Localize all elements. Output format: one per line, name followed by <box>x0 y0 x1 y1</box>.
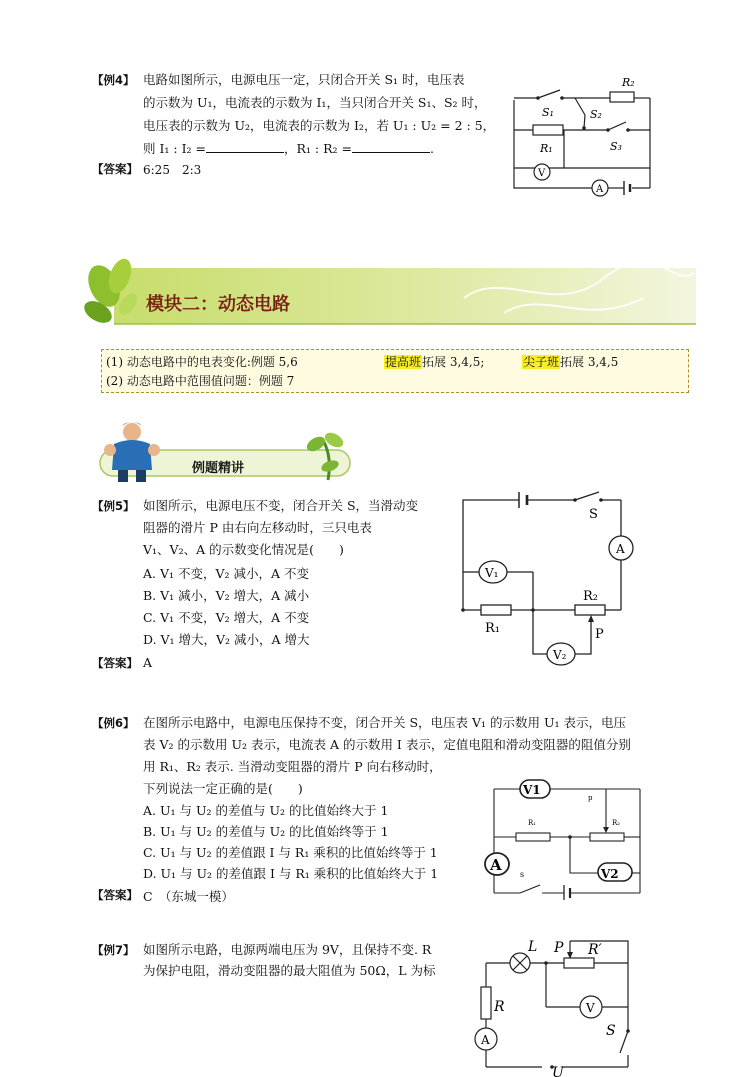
top-class-text: 拓展 3,4,5 <box>560 355 619 369</box>
r1-label: R₁ <box>485 621 500 636</box>
module-title: 模块二：动态电路 <box>146 294 290 315</box>
example5-answer-label: 【答案】 <box>92 656 138 670</box>
example5-option-d: D. V₁ 增大，V₂ 减小，A 增大 <box>143 632 310 647</box>
kp1-text: (1) 动态电路中的电表变化:例题 5,6 <box>106 355 298 369</box>
example4-label: 【例4】 <box>92 73 135 87</box>
example6-option-d: D. U₁ 与 U₂ 的差值跟 I 与 R₁ 乘积的比值始终大于 1 <box>143 866 439 881</box>
example5-option-b: B. V₁ 减小，V₂ 增大，A 减小 <box>143 588 310 603</box>
advanced-class-text: 拓展 3,4,5; <box>422 355 485 369</box>
advanced-class-note <box>384 353 484 370</box>
slider-p-label: p <box>588 794 593 802</box>
example7-line2: 为保护电阻，滑动变阻器的最大阻值为 50Ω，L 为标 <box>143 963 436 978</box>
example4-line2: 的示数为 U₁，电流表的示数为 I₁，当只闭合开关 S₁、S₂ 时， <box>143 95 487 110</box>
s3-label: S₃ <box>610 140 622 153</box>
ammeter-label: A <box>481 1033 490 1047</box>
r2-label: R₂ <box>612 819 621 827</box>
ammeter-label: A <box>490 856 502 874</box>
r-prime-label: R′ <box>588 942 602 958</box>
example6-answer-label: 【答案】 <box>92 888 138 902</box>
example4-ratio-r: ，R₁ : R₂ = <box>283 141 352 156</box>
switch-s-label: S <box>606 1023 616 1039</box>
r2-label: R₂ <box>583 589 598 604</box>
knowledge-points-box <box>101 349 689 393</box>
example5-answer: A <box>143 655 153 670</box>
ammeter-label: A <box>616 542 625 556</box>
answer-blank-1 <box>206 140 284 153</box>
knowledge-point-1 <box>106 353 298 370</box>
lamp-l-label: L <box>528 939 538 955</box>
example4-line3: 电压表的示数为 U₂，电流表的示数为 I₂，若 U₁ : U₂ = 2 : 5， <box>143 118 496 133</box>
r1-label: R₁ <box>528 819 537 827</box>
voltmeter-label: V <box>586 1001 595 1015</box>
top-class-note <box>522 353 618 370</box>
example5-line3: V₁、V₂、A 的示数变化情况是( ) <box>143 542 344 557</box>
s2-label: S₂ <box>590 108 602 121</box>
example7-circuit-diagram <box>470 935 640 1077</box>
v1-label: V₁ <box>485 566 499 580</box>
example5-option-a: A. V₁ 不变，V₂ 减小，A 不变 <box>143 566 309 581</box>
example7-label: 【例7】 <box>92 943 135 957</box>
section-header-graphic <box>92 418 362 488</box>
example7-line1: 如图所示电路，电源两端电压为 9V，且保持不变. R <box>143 942 432 957</box>
example5-line1: 如图所示，电源电压不变，闭合开关 S，当滑动变 <box>143 498 419 513</box>
source-u-label: U <box>552 1065 564 1077</box>
example4-ratio-i: 则 I₁ : I₂ = <box>143 141 206 156</box>
example6-circuit-diagram <box>480 775 655 900</box>
example6-option-b: B. U₁ 与 U₂ 的差值与 U₂ 的比值始终等于 1 <box>143 824 389 839</box>
switch-s-label: s <box>520 870 525 879</box>
v2-label: V2 <box>601 867 619 881</box>
v2-label: V₂ <box>553 648 567 662</box>
knowledge-point-2: (2) 动态电路中范围值问题：例题 7 <box>106 374 295 388</box>
s1-label: S₁ <box>542 106 554 119</box>
r1-label: R₁ <box>540 142 553 155</box>
advanced-class-highlight: 提高班 <box>385 355 422 369</box>
v1-label: V1 <box>523 783 541 797</box>
example4-answer-label: 【答案】 <box>92 162 138 176</box>
example5-option-c: C. V₁ 不变，V₂ 增大，A 不变 <box>143 610 310 625</box>
resistor-r-label: R <box>494 999 505 1015</box>
switch-s-label: S <box>589 507 598 522</box>
example6-option-c: C. U₁ 与 U₂ 的差值跟 I 与 R₁ 乘积的比值始终等于 1 <box>143 845 438 860</box>
answer-blank-2 <box>352 140 430 153</box>
example5-circuit-diagram <box>455 490 645 670</box>
period: . <box>429 141 434 156</box>
slider-p-label: P <box>595 627 604 642</box>
example6-line2: 表 V₂ 的示数用 U₂ 表示，电流表 A 的示数用 I 表示，定值电阻和滑动变阻器的阻值分别 <box>143 737 631 752</box>
example4-line4 <box>143 140 434 157</box>
top-class-highlight: 尖子班 <box>523 355 560 369</box>
example5-line2: 阻器的滑片 P 由右向左移动时，三只电表 <box>143 520 372 535</box>
example6-line3: 用 R₁、R₂ 表示. 当滑动变阻器的滑片 P 向右移动时， <box>143 759 442 774</box>
example6-answer: C （东城一模） <box>143 889 234 904</box>
example5-label: 【例5】 <box>92 499 135 513</box>
section-title: 例题精讲 <box>192 461 245 476</box>
slider-p-label: P <box>554 940 564 956</box>
example6-option-a: A. U₁ 与 U₂ 的差值与 U₂ 的比值始终大于 1 <box>143 803 389 818</box>
example6-line4: 下列说法一定正确的是( ) <box>143 781 303 796</box>
r2-label: R₂ <box>622 76 635 89</box>
example4-answer: 6:25 2:3 <box>143 163 202 177</box>
example6-line1: 在图所示电路中，电源电压保持不变，闭合开关 S，电压表 V₁ 的示数用 U₁ 表示，电压 <box>143 715 627 730</box>
example4-line1: 电路如图所示，电源电压一定，只闭合开关 S₁ 时，电压表 <box>143 72 465 87</box>
voltmeter-label: V <box>538 168 546 179</box>
ammeter-label: A <box>596 184 604 195</box>
example6-label: 【例6】 <box>92 716 135 730</box>
example4-circuit-diagram <box>500 70 670 200</box>
